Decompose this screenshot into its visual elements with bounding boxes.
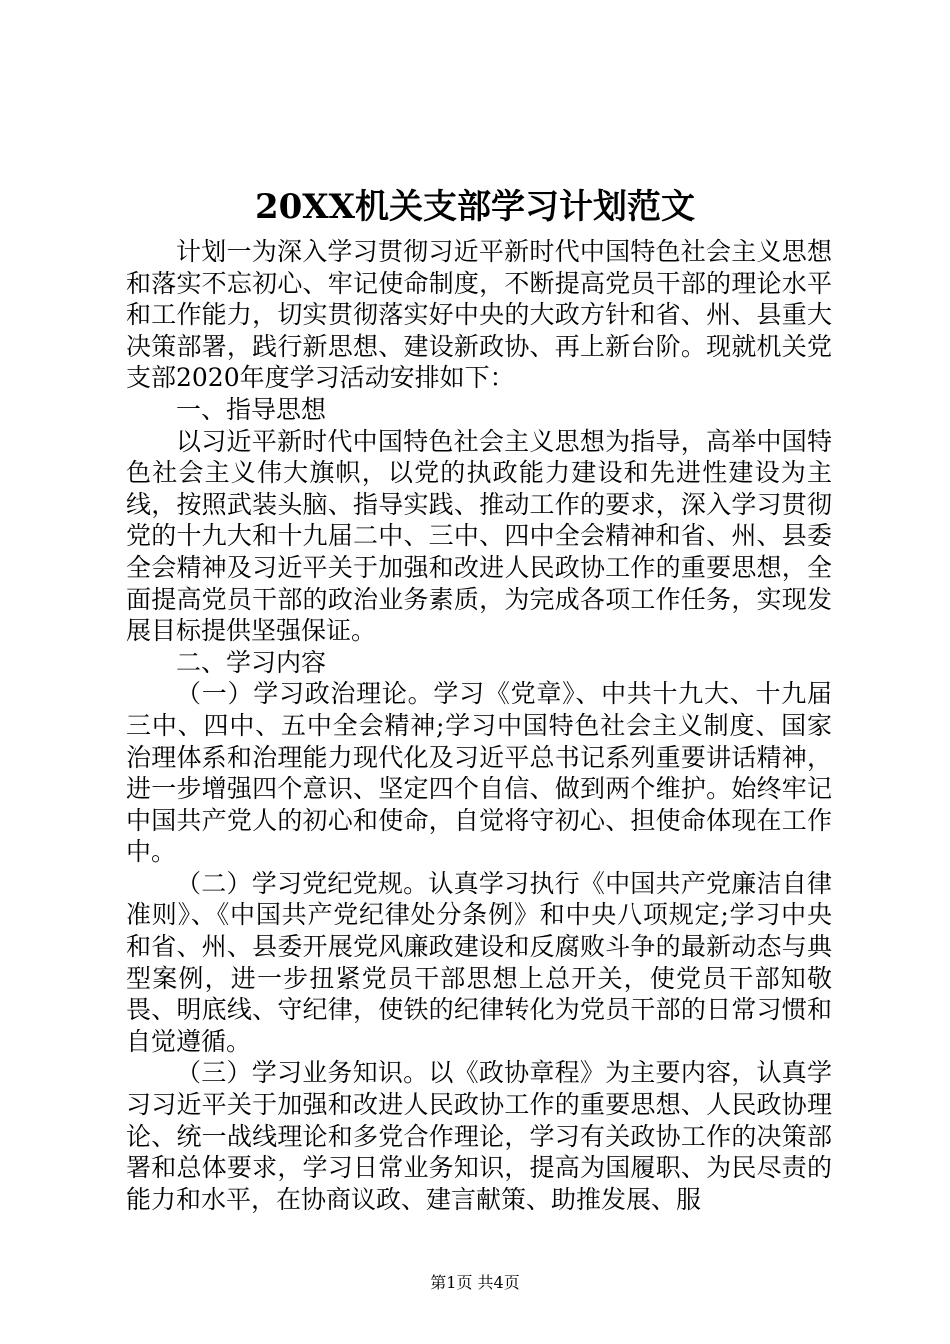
paragraph-party-discipline: （二）学习党纪党规。认真学习执行《中国共产党廉洁自律准则》、《中国共产党纪律处分条例》和中央八项规定;学习中央和省、州、县委开展党风廉政建设和反腐败斗争的最新动态与典型案例，进一步扭紧党员干部思想上总开关，使党员干部知敬畏、明底线、守纪律，使铁的纪律转化为党员干部的日常习惯和自觉遵循。 bbox=[126, 868, 832, 1056]
paragraph-guiding-thought: 以习近平新时代中国特色社会主义思想为指导，高举中国特色社会主义伟大旗帜，以党的执政能力建设和先进性建设为主线，按照武装头脑、指导实践、推动工作的要求，深入学习贯彻党的十九大和十九届二中、三中、四中全会精神和省、州、县委全会精神及习近平关于加强和改进人民政协工作的重要思想，全面提高党员干部的政治业务素质，为完成各项工作任务，实现发展目标提供坚强保证。 bbox=[126, 426, 832, 646]
paragraph-political-theory: （一）学习政治理论。学习《党章》、中共十九大、十九届三中、四中、五中全会精神;学习中国特色社会主义制度、国家治理体系和治理能力现代化及习近平总书记系列重要讲话精神，进一步增强四个意识、坚定四个自信、做到两个维护。始终牢记中国共产党人的初心和使命，自觉将守初心、担使命体现在工作中。 bbox=[126, 679, 832, 867]
page-footer: 第1页 共4页 bbox=[430, 1273, 520, 1292]
document-body bbox=[126, 236, 832, 1215]
heading-study-content: 二、学习内容 bbox=[176, 647, 327, 677]
paragraph-intro: 计划一为深入学习贯彻习近平新时代中国特色社会主义思想和落实不忘初心、牢记使命制度，不断提高党员干部的理论水平和工作能力，切实贯彻落实好中央的大政方针和省、州、县重大决策部署，践行新思想、建设新政协、再上新台阶。现就机关党支部2020年度学习活动安排如下： bbox=[126, 237, 832, 393]
document-title: 20XX机关支部学习计划范文 bbox=[254, 187, 696, 227]
heading-guiding-thought: 一、指导思想 bbox=[176, 394, 327, 424]
paragraph-business-knowledge: （三）学习业务知识。以《政协章程》为主要内容，认真学习习近平关于加强和改进人民政协工作的重要思想、人民政协理论、统一战线理论和多党合作理论，学习有关政协工作的决策部署和总体要求，学习日常业务知识，提高为国履职、为民尽责的能力和水平，在协商议政、建言献策、助推发展、服 bbox=[126, 1058, 832, 1214]
